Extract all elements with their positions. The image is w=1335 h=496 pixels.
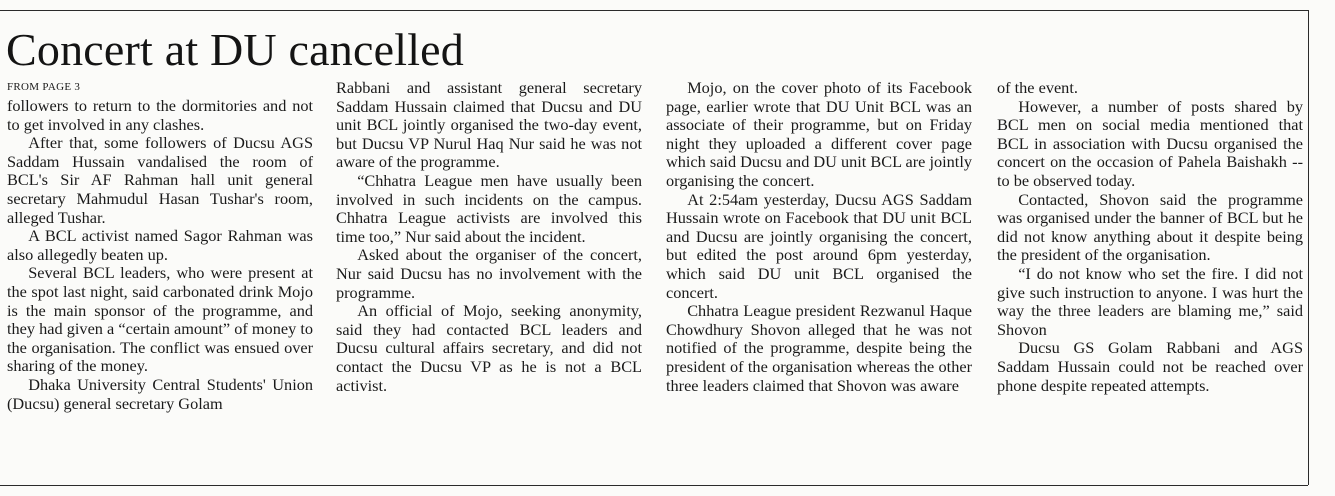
right-rule <box>1308 10 1309 485</box>
paragraph: Contacted, Shovon said the programme was organised under the banner of BCL but he did not know anything about it despite being the president of the organisation. <box>997 189 1303 265</box>
top-rule <box>0 10 1308 11</box>
paragraph: of the event. <box>997 78 1078 97</box>
article-column-4 <box>997 79 1303 395</box>
paragraph: Rabbani and assistant general secretary Saddam Hussain claimed that Ducsu and DU unit BCL jointly organised the two-day event, but Ducsu VP Nurul Haq Nur said he was not aware of the programme. <box>336 78 642 172</box>
paragraph: Mojo, on the cover photo of its Facebook page, earlier wrote that DU Unit BCL was an associate of their programme, but on Friday night they uploaded a different cover page which said Ducsu and DU unit BCL are jointly organising the concert. <box>666 78 972 190</box>
paragraph: followers to return to the dormitories and not to get involved in any clashes. <box>7 96 313 134</box>
paragraph: Asked about the organiser of the concert, Nur said Ducsu has no involvement with the programme. <box>336 245 642 302</box>
paragraph: After that, some followers of Ducsu AGS Saddam Hussain vandalised the room of BCL's Sir AF Rahman hall unit general secretary Mahmudul Hasan Tushar's room, alleged Tushar. <box>7 133 313 227</box>
paragraph: Chhatra League president Rezwanul Haque Chowdhury Shovon alleged that he was not notified of the programme, despite being the president of the organisation whereas the other three leaders claimed that Shovon was aware <box>666 301 972 395</box>
article-column-1 <box>7 97 313 413</box>
article-column-2 <box>336 79 642 395</box>
paragraph: At 2:54am yesterday, Ducsu AGS Saddam Hussain wrote on Facebook that DU unit BCL and Ducsu are jointly organising the concert, but edited the post around 6pm yesterday, which said DU unit BCL organised the concert. <box>666 189 972 302</box>
bottom-rule <box>0 485 1308 486</box>
paragraph: “Chhatra League men have usually been involved in such incidents on the campus. Chhatra League activists are involved this time too,” Nur said about the incident. <box>336 170 642 246</box>
paragraph: A BCL activist named Sagor Rahman was also allegedly beaten up. <box>7 226 313 264</box>
paragraph: Several BCL leaders, who were present at the spot last night, said carbonated drink Mojo is the main sponsor of the programme, and they had given a “certain amount” of money to the organisation. The conflict was ensued over sharing of the money. <box>7 263 313 376</box>
kicker-from-page: FROM PAGE 3 <box>7 81 81 93</box>
paragraph: An official of Mojo, seeking anonymity, said they had contacted BCL leaders and Ducsu cultural affairs secretary, and did not contact the Ducsu VP as he is not a BCL activist. <box>336 301 642 395</box>
article-column-3 <box>666 79 972 395</box>
paragraph: However, a number of posts shared by BCL men on social media mentioned that BCL in association with Ducsu organised the concert on the occasion of Pahela Baishakh -- to be observed today. <box>997 96 1303 190</box>
paragraph: Dhaka University Central Students' Union (Ducsu) general secretary Golam <box>7 374 313 413</box>
paragraph: “I do not know who set the fire. I did not give such instruction to anyone. I was hurt the way the three leaders are blaming me,” said Shovon <box>997 263 1303 339</box>
paragraph: Ducsu GS Golam Rabbani and AGS Saddam Hussain could not be reached over phone despite repeated attempts. <box>997 338 1303 395</box>
headline: Concert at DU cancelled <box>6 24 464 75</box>
